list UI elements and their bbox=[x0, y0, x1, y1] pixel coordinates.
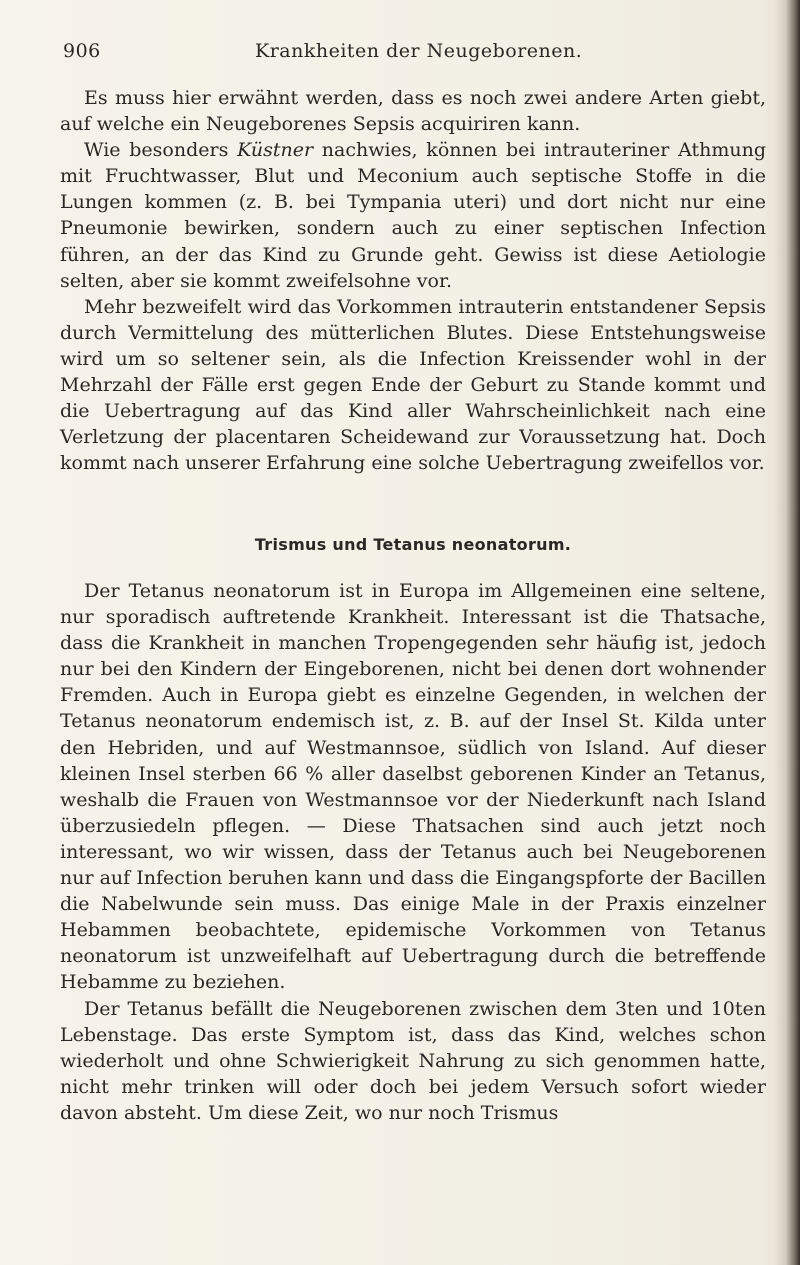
section-heading: Trismus und Tetanus neonatorum. bbox=[254, 535, 572, 554]
page-header bbox=[63, 36, 763, 66]
running-title: Krankheiten der Neugeborenen. bbox=[255, 40, 583, 62]
paragraph bbox=[60, 137, 766, 294]
section-tetanus-text bbox=[60, 578, 766, 1126]
page-edge-shadow bbox=[774, 0, 800, 1265]
paragraph: Es muss hier erwähnt werden, dass es noch zwei andere Arten giebt, auf welche ein Neugeborenes Sepsis acquiriren kann. bbox=[60, 87, 766, 136]
author-name: Küstner bbox=[237, 139, 314, 162]
section-sepsis-text bbox=[60, 85, 766, 476]
page-number: 906 bbox=[63, 40, 101, 62]
paragraph-text: nachwies, können bei intrauteriner Athmung mit Fruchtwasser, Blut und Meconium auch septische Stoffe in die Lungen kommen (z. B. bei Tympania uteri) und dort nicht nur eine Pneumonie bewirken, sondern auch zu einer septischen Infection führen, an der das Kind zu Grunde geht. Gewiss ist diese Aetiologie selten, aber sie kommt zweifelsohne vor. bbox=[60, 139, 767, 292]
paragraph: Mehr bezweifelt wird das Vorkommen intrauterin entstandener Sepsis durch Vermittelung des mütterlichen Blutes. Diese Entstehungsweise wird um so seltener sein, als die Infection Kreissender wohl in der Mehrzahl der Fälle erst gegen Ende der Geburt zu Stande kommt und die Uebertragung auf das Kind aller Wahrscheinlichkeit nach eine Verletzung der placentaren Scheidewand zur Voraussetzung hat. Doch kommt nach unserer Erfahrung eine solche Uebertragung zweifellos vor. bbox=[60, 295, 766, 475]
paragraph-text: Wie besonders bbox=[84, 139, 238, 162]
paragraph: Der Tetanus befällt die Neugeborenen zwischen dem 3ten und 10ten Lebenstage. Das erste Symptom ist, dass das Kind, welches schon wiederholt und ohne Schwierigkeit Nahrung zu sich genommen hatte, nicht mehr trinken will oder doch bei jedem Versuch sofort wieder davon absteht. Um diese Zeit, wo nur noch Trismus bbox=[60, 997, 766, 1124]
paragraph: Der Tetanus neonatorum ist in Europa im Allgemeinen eine seltene, nur sporadisch auftretende Krankheit. Interessant ist die Thatsache, dass die Krankheit in manchen Tropengegenden sehr häufig ist, jedoch nur bei den Kindern der Eingeborenen, nicht bei denen dort wohnender Fremden. Auch in Europa giebt es einzelne Gegenden, in welchen der Tetanus neonatorum endemisch ist, z. B. auf der Insel St. Kilda unter den Hebriden, und auf Westmannsoe, südlich von Island. Auf dieser kleinen Insel sterben 66 % aller daselbst geborenen Kinder an Tetanus, weshalb die Frauen von Westmannsoe vor der Niederkunft nach Island überzusiedeln pflegen. — Diese Thatsachen sind auch jetzt noch interessant, wo wir wissen, dass der Tetanus auch bei Neugeborenen nur auf Infection beruhen kann und dass die Eingangspforte der Bacillen die Nabelwunde sein muss. Das einige Male in der Praxis einzelner Hebammen beobachtete, epidemische Vorkommen von Tetanus neonatorum ist unzweifelhaft auf Uebertragung durch die betreffende Hebamme zu beziehen. bbox=[60, 580, 767, 994]
